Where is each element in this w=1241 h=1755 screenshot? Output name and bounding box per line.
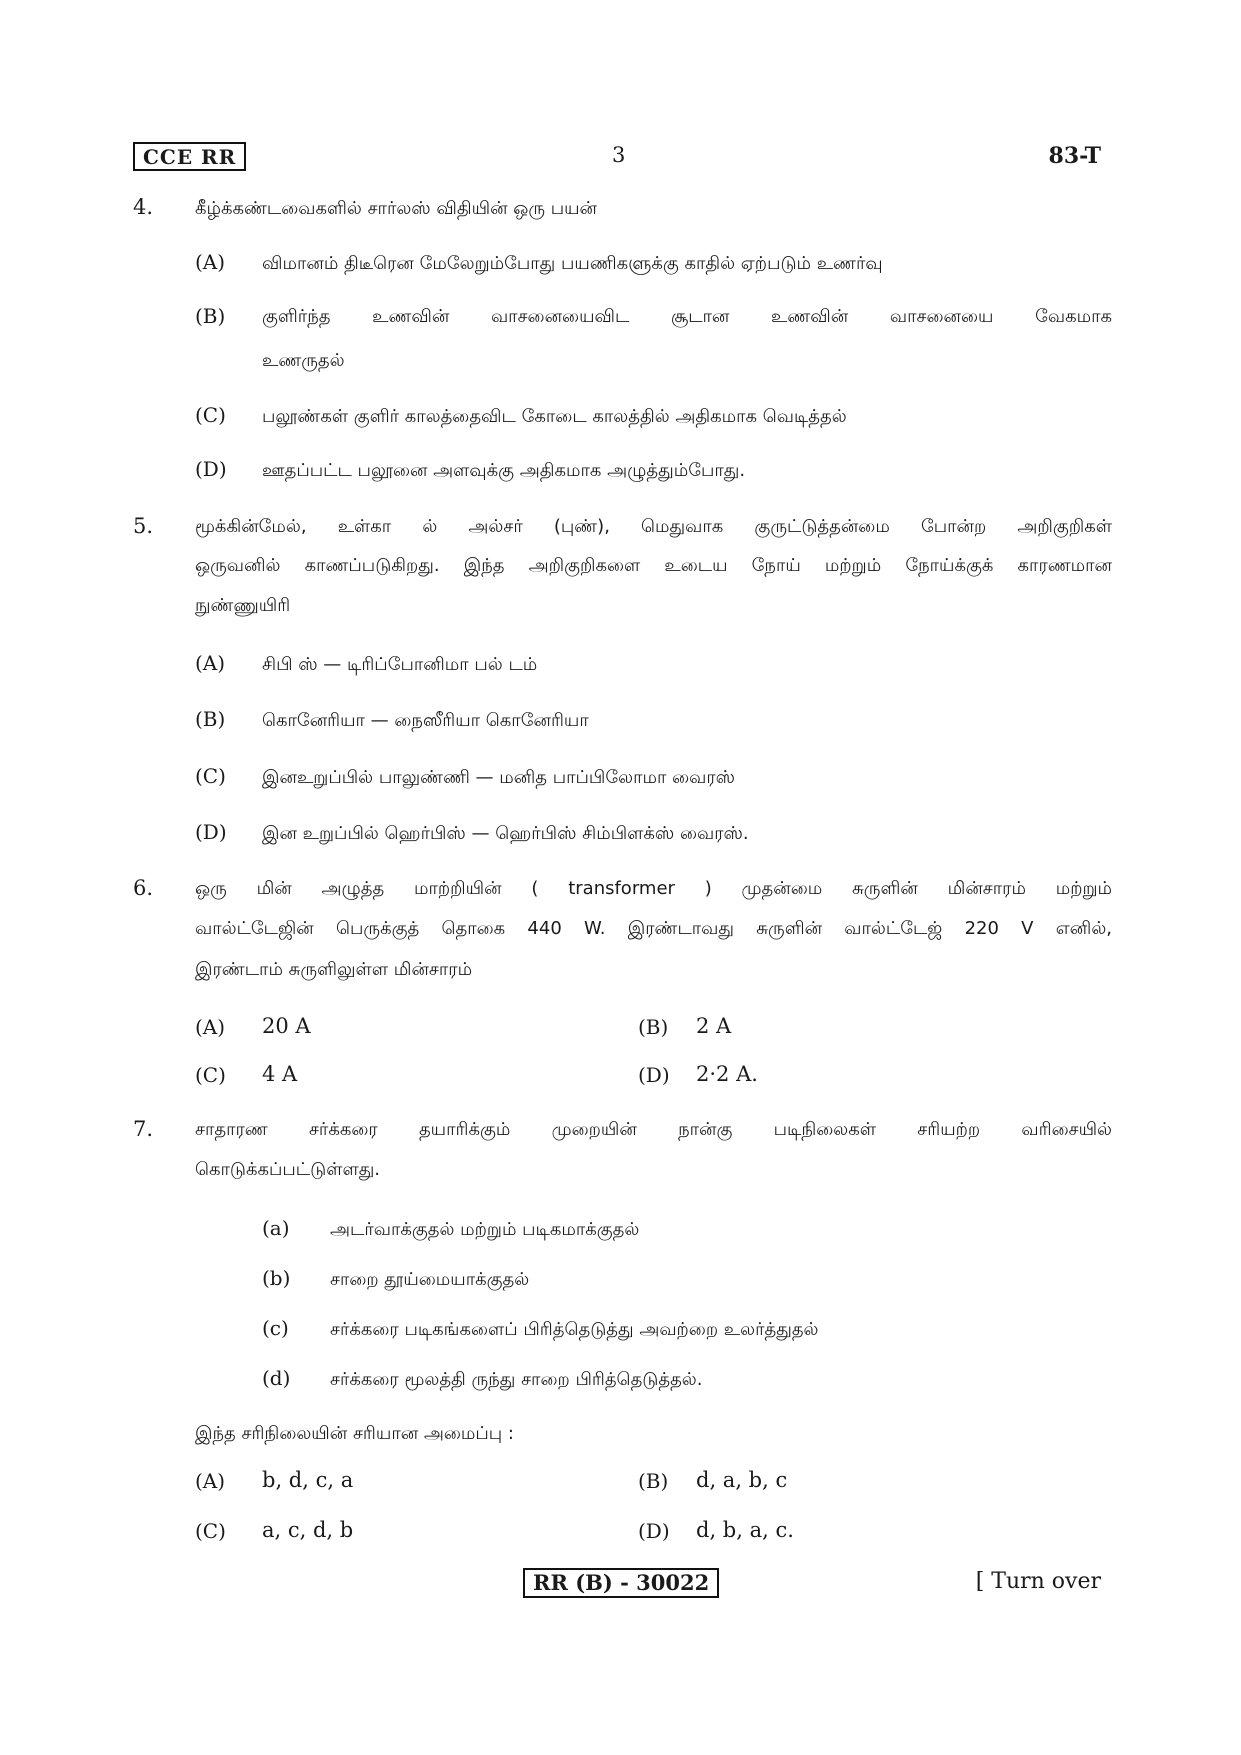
option-text: a, c, d, b — [262, 1518, 354, 1542]
option-text: b, d, c, a — [262, 1468, 354, 1492]
step-label: (b) — [262, 1266, 291, 1290]
option-text: கொனேரியா — நைஸீரியா கொனேரியா — [262, 710, 589, 731]
option-label: (A) — [195, 651, 226, 675]
option-label: (D) — [638, 1519, 670, 1543]
option-text-continued: உணருதல் — [262, 350, 345, 371]
option-text: 2 A — [696, 1014, 732, 1038]
question-number: 5. — [133, 514, 154, 538]
step-text: சாறை தூய்மையாக்குதல் — [330, 1269, 530, 1290]
question-number: 6. — [133, 876, 154, 900]
option-text: d, a, b, c — [696, 1468, 788, 1492]
option-label: (B) — [638, 1469, 669, 1493]
option-label: (B) — [638, 1015, 669, 1039]
option-text: 2·2 A. — [696, 1062, 758, 1086]
question-stem-line: இரண்டாம் சுருளிலுள்ள மின்சாரம் — [195, 959, 473, 980]
option-label: (A) — [195, 250, 226, 274]
question-stem-line: வால்ட்டேஜின் பெருக்குத் தொகை 440 W. இரண்டாவது சுருளின் வால்ட்டேஜ் 220 V எனில், — [195, 918, 1112, 939]
option-text: இனஉறுப்பில் பாலுண்ணி — மனித பாப்பிலோமா வைரஸ் — [262, 767, 735, 788]
option-label: (D) — [638, 1063, 670, 1087]
option-label: (D) — [195, 820, 227, 844]
question-stem-line: ஒருவனில் காணப்படுகிறது. இந்த அறிகுறிகளை உடைய நோய் மற்றும் நோய்க்குக் காரணமான — [195, 555, 1112, 576]
option-label: (B) — [195, 304, 226, 328]
option-label: (A) — [195, 1469, 226, 1493]
question-stem-line: மூக்கின்மேல், உள்கா ல் அல்சர் (புண்), மெதுவாக குருட்டுத்தன்மை போன்ற அறிகுறிகள் — [195, 516, 1112, 537]
option-label: (D) — [195, 457, 227, 481]
question-stem-line: ஒரு மின் அழுத்த மாற்றியின் ( transformer ) முதன்மை சுருளின் மின்சாரம் மற்றும் — [195, 878, 1112, 899]
option-text: குளிர்ந்த உணவின் வாசனையைவிட சூடான உணவின் வாசனையை வேகமாக — [262, 306, 1112, 327]
question-stem-line: கொடுக்கப்பட்டுள்ளது. — [195, 1159, 381, 1180]
option-text: சிபி ஸ் — டிரிப்போனிமா பல் டம் — [262, 654, 538, 675]
option-text: 20 A — [262, 1014, 311, 1038]
question-stem: கீழ்க்கண்டவைகளில் சார்லஸ் விதியின் ஒரு பயன் — [195, 198, 598, 219]
page-number: 3 — [612, 143, 626, 167]
option-label: (C) — [195, 764, 226, 788]
footer-code-box: RR (B) - 30022 — [523, 1568, 719, 1598]
option-label: (C) — [195, 1519, 226, 1543]
turn-over-label: [ Turn over — [975, 1569, 1101, 1594]
step-label: (a) — [262, 1216, 290, 1240]
step-text: அடர்வாக்குதல் மற்றும் படிகமாக்குதல் — [330, 1219, 640, 1240]
option-text: ஊதப்பட்ட பலூனை அளவுக்கு அதிகமாக அழுத்தும்போது. — [262, 460, 746, 481]
option-label: (C) — [195, 403, 226, 427]
option-text: இன உறுப்பில் ஹெர்பிஸ் — ஹெர்பிஸ் சிம்பிளக்ஸ் வைரஸ். — [262, 823, 749, 844]
question-prompt: இந்த சரிநிலையின் சரியான அமைப்பு : — [195, 1423, 514, 1444]
option-text: விமானம் திடீரென மேலேறும்போது பயணிகளுக்கு காதில் ஏற்படும் உணர்வு — [262, 253, 883, 274]
question-stem-line: சாதாரண சர்க்கரை தயாரிக்கும் முறையின் நான்கு படிநிலைகள் சரியற்ற வரிசையில் — [195, 1119, 1112, 1140]
paper-code: 83-T — [1048, 143, 1101, 169]
step-label: (d) — [262, 1366, 291, 1390]
option-label: (A) — [195, 1015, 226, 1039]
question-stem-line: நுண்ணுயிரி — [195, 595, 291, 616]
option-text: பலூண்கள் குளிர் காலத்தைவிட கோடை காலத்தில் அதிகமாக வெடித்தல் — [262, 406, 847, 427]
step-text: சர்க்கரை மூலத்தி ருந்து சாறை பிரித்தெடுத்தல். — [330, 1369, 703, 1390]
header-code-box: CCE RR — [133, 142, 246, 171]
step-label: (c) — [262, 1316, 289, 1340]
option-text: d, b, a, c. — [696, 1518, 794, 1542]
option-label: (B) — [195, 707, 226, 731]
question-number: 4. — [133, 195, 154, 219]
option-label: (C) — [195, 1063, 226, 1087]
option-text: 4 A — [262, 1062, 298, 1086]
question-number: 7. — [133, 1117, 154, 1141]
step-text: சர்க்கரை படிகங்களைப் பிரித்தெடுத்து அவற்றை உலர்த்துதல் — [330, 1319, 819, 1340]
